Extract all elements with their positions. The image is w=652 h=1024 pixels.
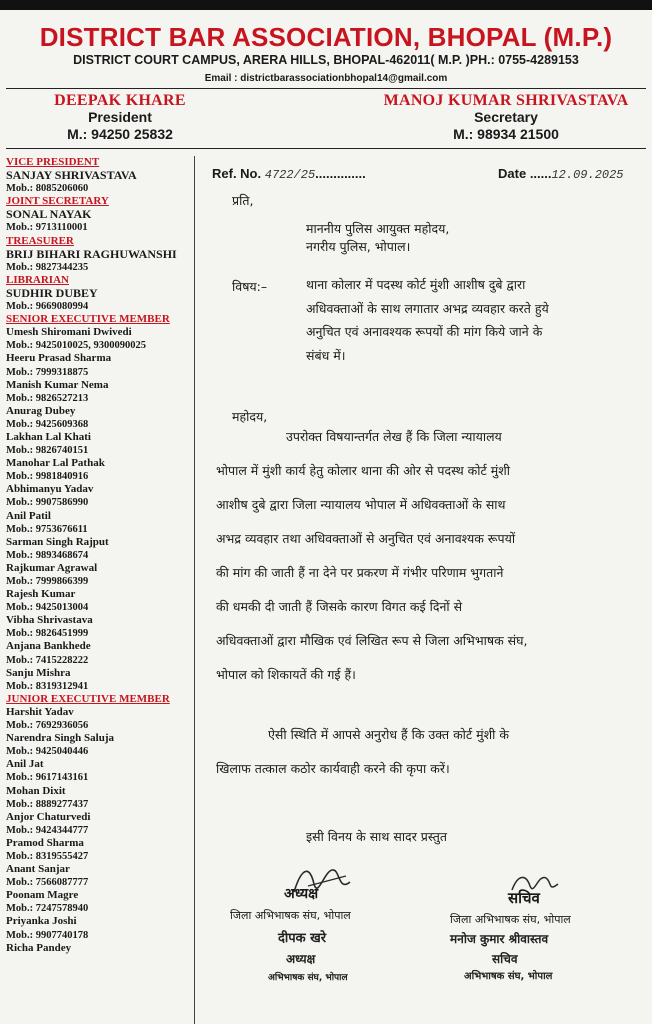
member-name: Pramod Sharma xyxy=(6,836,84,849)
joint-secretary-name: SONAL NAYAK xyxy=(6,207,92,222)
member-name: Priyanka Joshi xyxy=(6,915,77,928)
secretary-designation: Secretary xyxy=(474,109,538,125)
secretary-mobile: M.: 98934 21500 xyxy=(453,126,559,142)
secretary-block xyxy=(372,92,640,143)
letterhead-title: DISTRICT BAR ASSOCIATION, BHOPAL (M.P.) xyxy=(39,22,613,52)
joint-secretary-mobile: Mob.: 9713110001 xyxy=(6,222,88,234)
president-stamp-title: अध्यक्ष xyxy=(286,952,316,966)
member-mobile: Mob.: 9425040446 xyxy=(6,746,89,758)
member-mobile: Mob.: 9425609368 xyxy=(6,418,89,430)
president-designation: President xyxy=(88,109,152,125)
secretary-stamp-org: अभिभाषक संघ, भोपाल xyxy=(464,971,553,982)
member-mobile: Mob.: 8319555427 xyxy=(6,850,89,862)
treasurer-heading: TREASURER xyxy=(6,234,74,247)
member-mobile: Mob.: 7415228222 xyxy=(6,654,89,666)
body-line: भोपाल को शिकायतें की गई हैं। xyxy=(216,667,356,682)
member-mobile: Mob.: 9907586990 xyxy=(6,497,89,509)
addressee-line-1: माननीय पुलिस आयुक्त महोदय, xyxy=(306,221,450,236)
member-mobile: Mob.: 8319312941 xyxy=(6,680,89,692)
librarian-name: SUDHIR DUBEY xyxy=(6,285,98,300)
member-name: Anil Patil xyxy=(6,509,51,522)
ref-label: Ref. No. xyxy=(212,166,262,181)
senior-executive-heading: SENIOR EXECUTIVE MEMBER xyxy=(6,313,170,326)
body-line: की मांग की जाती हैं ना देने पर प्रकरण में गंभीर परिणाम भुगताने xyxy=(216,565,504,580)
member-name: Manish Kumar Nema xyxy=(6,378,109,391)
body-line: भोपाल में मुंशी कार्य हेतु कोलार थाना की ओर से पदस्थ कोर्ट मुंशी xyxy=(216,463,510,478)
secretary-name: MANOJ KUMAR SHRIVASTAVA xyxy=(383,92,629,109)
letterhead-address: DISTRICT COURT CAMPUS, ARERA HILLS, BHOPAL-462011( M.P. )PH.: 0755-4289153 xyxy=(73,53,579,67)
salutation: महोदय, xyxy=(232,409,268,424)
date-value: 12.09.2025 xyxy=(551,168,624,182)
closing-line: इसी विनय के साथ सादर प्रस्तुत xyxy=(306,829,448,844)
body-line: अभद्र व्यवहार तथा अधिवक्ताओं से अनुचित एवं अनावश्यक रूपयों xyxy=(216,531,516,546)
president-block xyxy=(20,92,220,143)
president-mobile: M.: 94250 25832 xyxy=(67,126,173,142)
secretary-sign-title: सचिव xyxy=(508,889,540,907)
member-name: Anil Jat xyxy=(6,758,44,771)
subject-line: थाना कोलार में पदस्थ कोर्ट मुंशी आशीष दुबे द्वारा xyxy=(306,277,526,292)
body-paragraph xyxy=(216,420,640,692)
junior-member-list xyxy=(6,706,194,955)
member-mobile: Mob.: 9425013004 xyxy=(6,602,89,614)
officer-divider xyxy=(6,148,646,149)
addressee-line-2: नगरीय पुलिस, भोपाल। xyxy=(306,239,411,254)
vice-president-mobile: Mob.: 8085206060 xyxy=(6,183,89,195)
member-name: Rajkumar Agrawal xyxy=(6,561,98,574)
request-line: खिलाफ तत्काल कठोर कार्यवाही करने की कृपा करें। xyxy=(216,761,450,776)
secretary-sign-org: जिला अभिभाषक संघ, भोपाल xyxy=(450,913,571,926)
letter-body xyxy=(196,156,646,1024)
ref-value: 4722/25 xyxy=(264,168,316,182)
member-mobile: Mob.: 7247578940 xyxy=(6,903,89,915)
member-mobile: Mob.: 9893468674 xyxy=(6,549,89,561)
secretary-stamp-name: मनोज कुमार श्रीवास्तव xyxy=(450,932,549,946)
member-name: Rajesh Kumar xyxy=(6,588,76,601)
body-line: की धमकी दी जाती हैं जिसके कारण विगत कई दिनों से xyxy=(216,599,463,614)
subject-line: अधिवक्ताओं के साथ लगातार अभद्र व्यवहार करते हुये xyxy=(306,300,549,316)
subject-line: संबंध में। xyxy=(306,347,346,363)
member-name: Narendra Singh Saluja xyxy=(6,732,114,745)
member-mobile: Mob.: 9907740178 xyxy=(6,929,89,941)
member-mobile: Mob.: 9826527213 xyxy=(6,392,89,404)
member-mobile: Mob.: 9617143161 xyxy=(6,772,89,784)
body-line: अधिवक्ताओं द्वारा मौखिक एवं लिखित रूप से जिला अभिभाषक संघ, xyxy=(216,633,528,648)
member-name: Lakhan Lal Khati xyxy=(6,430,91,443)
president-sign-org: जिला अभिभाषक संघ, भोपाल xyxy=(230,909,351,922)
member-name: Anjor Chaturvedi xyxy=(6,810,91,823)
vice-president-heading: VICE PRESIDENT xyxy=(6,156,100,168)
senior-member-list xyxy=(6,326,194,693)
ref-number: Ref. No. 4722/25.............. xyxy=(212,166,366,182)
top-dark-strip xyxy=(0,0,652,10)
junior-executive-heading: JUNIOR EXECUTIVE MEMBER xyxy=(6,692,170,705)
date: Date ......12.09.2025 xyxy=(498,166,624,182)
president-name: DEEPAK KHARE xyxy=(54,92,186,109)
member-mobile: Mob.: 9425010025, 9300090025 xyxy=(6,340,146,352)
member-name: Mohan Dixit xyxy=(6,784,66,797)
member-mobile: Mob.: 9826451999 xyxy=(6,628,89,640)
member-mobile: Mob.: 7566087777 xyxy=(6,877,89,889)
member-name: Umesh Shiromani Dwivedi xyxy=(6,326,132,339)
president-stamp-name: दीपक खरे xyxy=(278,931,327,946)
header-divider xyxy=(6,88,646,89)
member-name: Abhimanyu Yadav xyxy=(6,483,94,496)
member-name: Sarman Singh Rajput xyxy=(6,535,109,548)
member-name: Heeru Prasad Sharma xyxy=(6,352,112,365)
date-label: Date xyxy=(498,166,527,181)
member-name: Manohar Lal Pathak xyxy=(6,457,105,470)
member-mobile: Mob.: 9826740151 xyxy=(6,445,89,457)
member-mobile: Mob.: 9424344777 xyxy=(6,824,89,836)
body-line: आशीष दुबे द्वारा जिला न्यायालय भोपाल में अधिवक्ताओं के साथ xyxy=(216,497,506,512)
vice-president-name: SANJAY SHRIVASTAVA xyxy=(6,168,137,183)
request-paragraph xyxy=(216,718,640,786)
librarian-heading: LIBRARIAN xyxy=(6,273,69,286)
member-mobile: Mob.: 7999866399 xyxy=(6,576,89,587)
member-name: Richa Pandey xyxy=(6,941,72,954)
member-name: Poonam Magre xyxy=(6,889,79,902)
letterhead-email: Email : districtbarassociationbhopal14@gmail.com xyxy=(204,73,448,84)
to-label: प्रति, xyxy=(232,193,254,208)
member-mobile: Mob.: 7999318875 xyxy=(6,366,89,378)
president-sign-title: अध्यक्ष xyxy=(284,886,319,902)
subject-line: अनुचित एवं अनावश्यक रूपयों की मांग किये जाने के xyxy=(306,324,543,339)
member-name: Anurag Dubey xyxy=(6,404,76,417)
body-line: उपरोक्त विषयान्तर्गत लेख हैं कि जिला न्यायालय xyxy=(286,429,502,444)
president-stamp-org: अभिभाषक संघ, भोपाल xyxy=(268,973,348,983)
member-name: Anjana Bankhede xyxy=(6,640,91,653)
member-mobile: Mob.: 9981840916 xyxy=(6,471,89,483)
subject-label: विषय:– xyxy=(232,279,268,294)
subject-text xyxy=(306,273,636,367)
member-name: Harshit Yadav xyxy=(6,705,74,718)
secretary-stamp-title: सचिव xyxy=(492,952,518,966)
treasurer-name: BRIJ BIHARI RAGHUWANSHI xyxy=(6,246,177,261)
member-mobile: Mob.: 8889277437 xyxy=(6,798,89,810)
member-name: Anant Sanjar xyxy=(6,863,70,876)
member-mobile: Mob.: 7692936056 xyxy=(6,720,89,732)
joint-secretary-heading: JOINT SECRETARY xyxy=(6,195,109,208)
librarian-mobile: Mob.: 9669080994 xyxy=(6,301,89,313)
members-sidebar xyxy=(6,156,195,1024)
treasurer-mobile: Mob.: 9827344235 xyxy=(6,261,89,273)
member-name: Sanju Mishra xyxy=(6,666,71,679)
member-name: Vibha Shrivastava xyxy=(6,614,93,627)
member-mobile: Mob.: 9753676611 xyxy=(6,523,88,535)
request-line: ऐसी स्थिति में आपसे अनुरोध हैं कि उक्त कोर्ट मुंशी के xyxy=(268,727,509,742)
